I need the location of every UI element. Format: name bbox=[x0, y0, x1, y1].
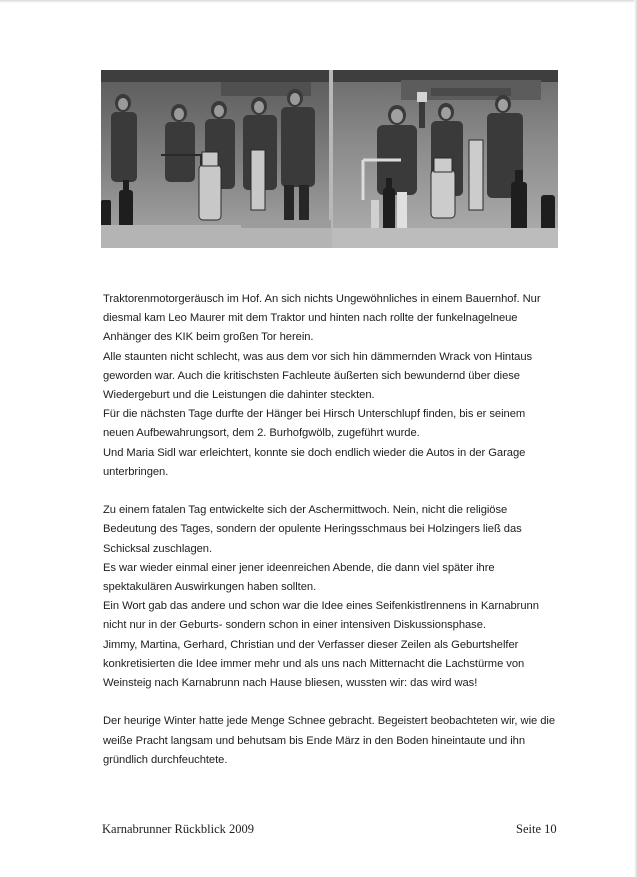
text-line: konkretisierten die Idee immer mehr und als uns nach Mitternacht die Lachstürme von bbox=[103, 657, 525, 670]
text-line: Für die nächsten Tage durfte der Hänger bei Hirsch Unterschlupf finden, bis er seinem bbox=[103, 408, 526, 421]
text-line: neuen Aufbewahrungsort, dem 2. Burhofgwölb, zugeführt wurde. bbox=[103, 427, 420, 440]
photo-drawing bbox=[101, 70, 558, 248]
text-line: gründlich durchfeuchtete. bbox=[103, 753, 228, 766]
text-line: geworden war. Auch die kritischsten Fachleute äußerten sich bewundernd über diese bbox=[103, 369, 520, 382]
text-line: Und Maria Sidl war erleichtert, konnte sie doch endlich wieder die Autos in der Garage bbox=[103, 446, 526, 459]
scan-edge-right bbox=[634, 0, 638, 877]
text-line: Weinsteig nach Karnabrunn nach Hause bliesen, wussten wir: das wird was! bbox=[103, 677, 478, 690]
text-line: diesmal kam Leo Maurer mit dem Traktor und hinten nach rollte der funkelnagelneue bbox=[103, 312, 518, 325]
group-photo-image bbox=[101, 70, 558, 248]
text-line: Zu einem fatalen Tag entwickelte sich der Aschermittwoch. Nein, nicht die religiöse bbox=[103, 504, 508, 517]
text-line: Schicksal zuschlagen. bbox=[103, 542, 213, 555]
scan-edge-top bbox=[0, 0, 638, 3]
text-line: Es war wieder einmal einer jener ideenreichen Abende, die dann viel später ihre bbox=[103, 561, 495, 574]
text-line: Ein Wort gab das andere und schon war die Idee eines Seifenkistlrennens in Karnabrunn bbox=[103, 600, 539, 613]
paragraph-gap bbox=[103, 693, 563, 712]
text-line: unterbringen. bbox=[103, 465, 169, 478]
text-line: Alle staunten nicht schlecht, was aus dem vor sich hin dämmernden Wrack von Hintaus bbox=[103, 350, 533, 363]
text-line: Jimmy, Martina, Gerhard, Christian und der Verfasser dieser Zeilen als Geburtshelfer bbox=[103, 638, 519, 651]
text-line: nicht nur in der Geburts- sondern schon in einer intensiven Diskussionsphase. bbox=[103, 619, 486, 632]
text-line: Wiedergeburt und die Leistungen die dahinter steckten. bbox=[103, 389, 375, 402]
text-line: Der heurige Winter hatte jede Menge Schnee gebracht. Begeistert beobachteten wir, wie die bbox=[103, 715, 556, 728]
footer-page-number: Seite 10 bbox=[516, 822, 557, 836]
text-line: Anhänger des KIK beim großen Tor herein. bbox=[103, 331, 314, 344]
text-line: weiße Pracht langsam und behutsam bis Ende März in den Boden hineintaute und ihn bbox=[103, 734, 526, 747]
paragraph-gap bbox=[103, 482, 563, 501]
text-line: Bedeutung des Tages, sondern der opulente Heringsschmaus bei Holzingers ließ das bbox=[103, 523, 522, 536]
footer-publication-title: Karnabrunner Rückblick 2009 bbox=[102, 822, 255, 836]
article-body bbox=[103, 290, 563, 770]
text-line: Traktorenmotorgeräusch im Hof. An sich nichts Ungewöhnliches in einem Bauernhof. Nur bbox=[103, 293, 541, 305]
text-line: spektakulären Auswirkungen haben sollten. bbox=[103, 581, 317, 594]
